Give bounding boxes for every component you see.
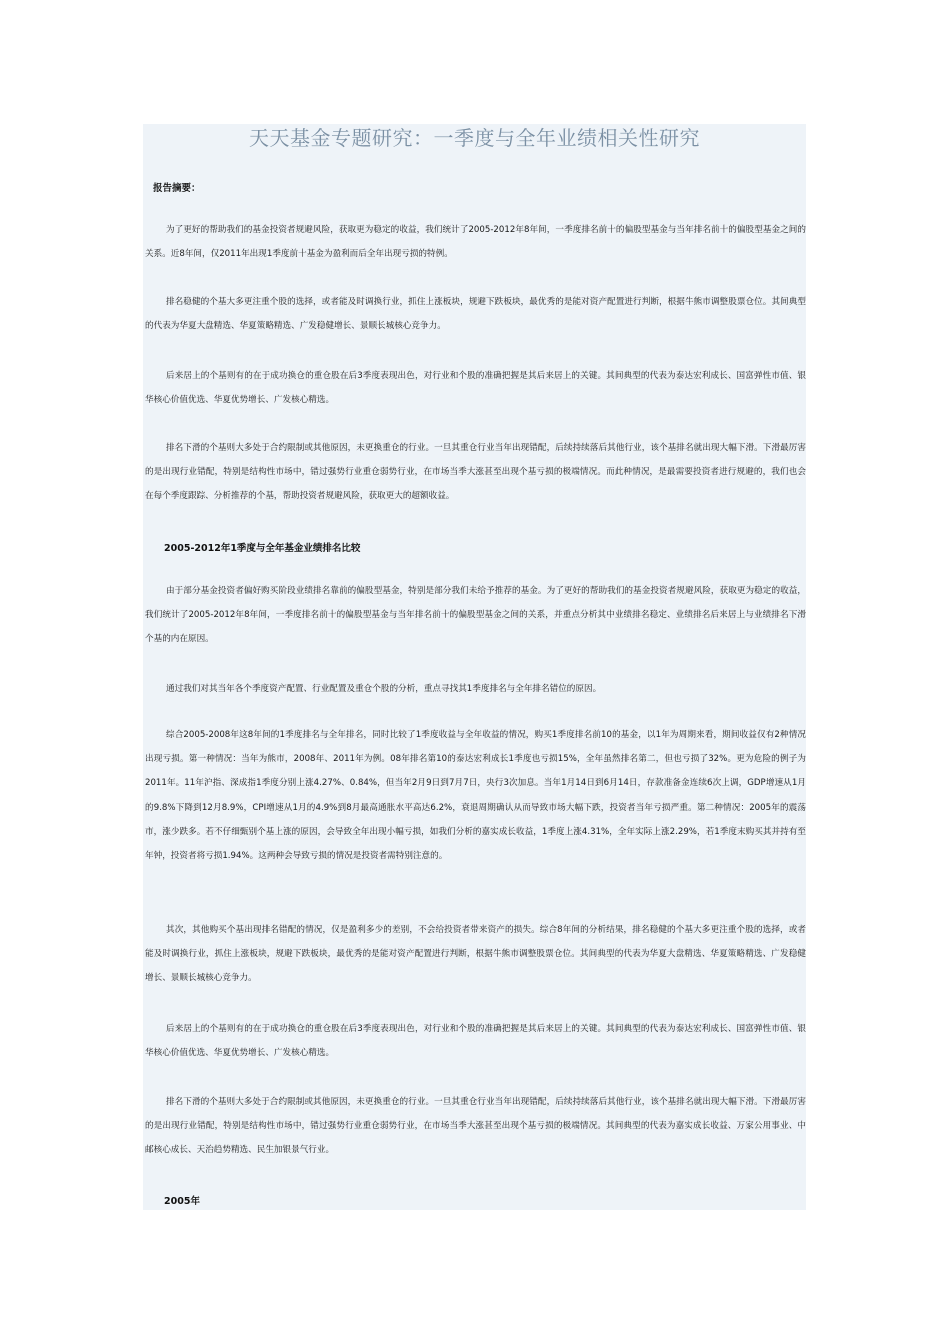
summary-paragraph: 排名下滑的个基则大多处于合约限制或其他原因，未更换重仓的行业。一旦其重仓行业当年出现错配，后续持续落后其他行业，该个基排名就出现大幅下滑。下滑最厉害的是出现行业错配，特别是结构性市场中，错过强势行业重仓弱势行业，在市场当季大涨甚至出现个基亏损的极端情况。而此种情况，是最需要投资者进行规避的，我们也会在每个季度跟踪、分析推荐的个基，帮助投资者规避风险，获取更大的超额收益。 bbox=[145, 443, 806, 502]
summary-label: 报告摘要： bbox=[153, 183, 201, 194]
section-heading: 2005-2012年1季度与全年基金业绩排名比较 bbox=[164, 543, 361, 554]
year-heading: 2005年 bbox=[164, 1196, 200, 1207]
body-paragraph: 综合2005-2008年这8年间的1季度排名与全年排名，同时比较了1季度收益与全年收益的情况，购买1季度排名前10的基金，以1年为周期来看，期间收益仅有2种情况出现亏损。第一种情况：当年为熊市，2008年、2011年为例。08年排名第10的泰达宏利成长1季度也亏损15%，全年虽然排名第二，但也亏损了32%。更为危险的例子为2011年。11年沪指、深成指1季度分别上涨4.27%、0.84%，但当年2月9日到7月7日，央行3次加息。当年1月14日到6月14日，存款准备金连续6次上调，GDP增速从1月的9.8%下降到12月8.9%，CPI增速从1月的4.9%到8月最高通胀水平高达6.2%，衰退周期确认从而导致市场大幅下跌，投资者当年亏损严重。第二种情况：2005年的震荡市，涨少跌多。若不仔细甄别个基上涨的原因，会导致全年出现小幅亏损，如我们分析的嘉实成长收益，1季度上涨4.31%，全年实际上涨2.29%，若1季度末购买其并持有至年钟，投资者将亏损1.94%。这两种会导致亏损的情况是投资者需特别注意的。 bbox=[145, 730, 806, 862]
summary-paragraph: 排名稳健的个基大多更注重个股的选择，或者能及时调换行业，抓住上涨板块，规避下跌板块，最优秀的是能对资产配置进行判断，根据牛熊市调整股票仓位。其间典型的代表为华夏大盘精选、华夏策略精选、广发稳健增长、景顺长城核心竞争力。 bbox=[145, 297, 806, 332]
body-paragraph: 后来居上的个基则有的在于成功换仓的重仓股在后3季度表现出色，对行业和个股的准确把握是其后来居上的关键。其间典型的代表为泰达宏利成长、国富弹性市值、银华核心价值优选、华夏优势增长、广发核心精选。 bbox=[145, 1024, 806, 1059]
body-paragraph: 通过我们对其当年各个季度资产配置、行业配置及重仓个股的分析，重点寻找其1季度排名与全年排名错位的原因。 bbox=[166, 684, 602, 694]
body-paragraph: 由于部分基金投资者偏好购买阶段业绩排名靠前的偏股型基金，特别是部分我们未给予推荐的基金。为了更好的帮助我们的基金投资者规避风险，获取更为稳定的收益，我们统计了2005-2012年8年间，一季度排名前十的偏股型基金与当年排名前十的偏股型基金之间的关系，并重点分析其中业绩排名稳定、业绩排名后来居上与业绩排名下滑个基的内在原因。 bbox=[145, 586, 806, 645]
document-title: 天天基金专题研究：一季度与全年业绩相关性研究 bbox=[249, 126, 700, 150]
document-panel bbox=[143, 124, 806, 1210]
summary-paragraph: 为了更好的帮助我们的基金投资者规避风险，获取更为稳定的收益，我们统计了2005-2012年8年间，一季度排名前十的偏股型基金与当年排名前十的偏股型基金之间的关系。近8年间，仅2011年出现1季度前十基金为盈利而后全年出现亏损的特例。 bbox=[145, 225, 806, 260]
body-paragraph: 排名下滑的个基则大多处于合约限制或其他原因，未更换重仓的行业。一旦其重仓行业当年出现错配，后续持续落后其他行业，该个基排名就出现大幅下滑。下滑最厉害的是出现行业错配，特别是结构性市场中，错过强势行业重仓弱势行业，在市场当季大涨甚至出现个基亏损的极端情况。其间典型的代表为嘉实成长收益、万家公用事业、中邮核心成长、天治趋势精选、民生加银景气行业。 bbox=[145, 1097, 806, 1156]
body-paragraph: 其次，其他购买个基出现排名错配的情况，仅是盈利多少的差别，不会给投资者带来资产的损失。综合8年间的分析结果，排名稳健的个基大多更注重个股的选择，或者能及时调换行业，抓住上涨板块，规避下跌板块，最优秀的是能对资产配置进行判断，根据牛熊市调整股票仓位。其间典型的代表为华夏大盘精选、华夏策略精选、广发稳健增长、景顺长城核心竞争力。 bbox=[145, 925, 806, 984]
summary-paragraph: 后来居上的个基则有的在于成功换仓的重仓股在后3季度表现出色，对行业和个股的准确把握是其后来居上的关键。其间典型的代表为泰达宏利成长、国富弹性市值、银华核心价值优选、华夏优势增长、广发核心精选。 bbox=[145, 371, 806, 406]
